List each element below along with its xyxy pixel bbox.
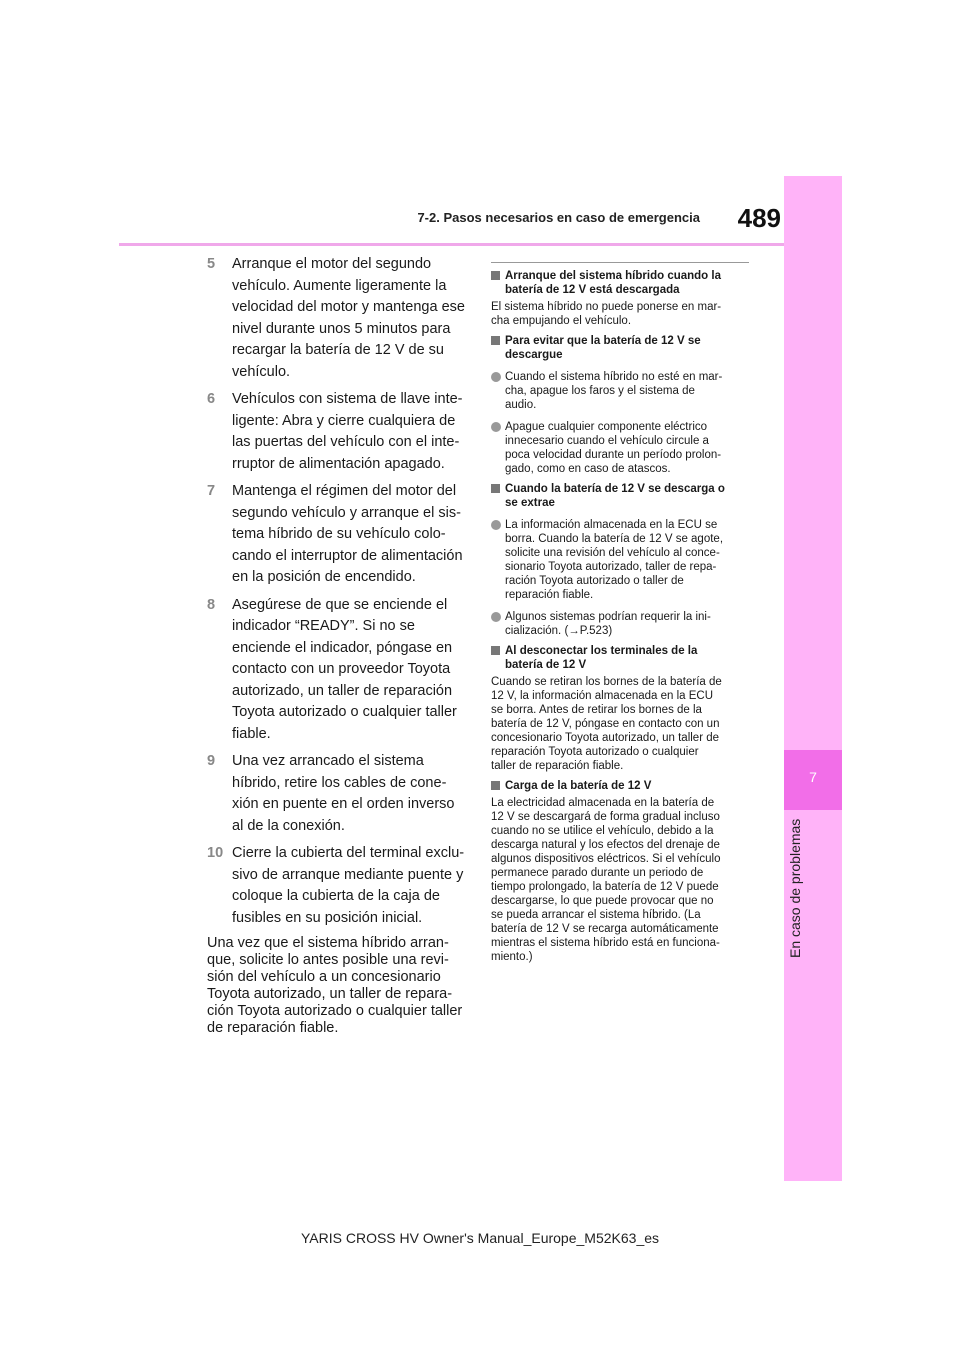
step-item bbox=[207, 254, 465, 383]
text-line: Una vez arrancado el sistema bbox=[232, 753, 424, 769]
right-column bbox=[491, 262, 749, 964]
text-line: velocidad del motor y mantenga ese bbox=[232, 299, 465, 315]
text-line: Algunos sistemas podrían requerir la ini- bbox=[505, 611, 711, 623]
step-text bbox=[232, 481, 465, 589]
text-line: miento.) bbox=[491, 951, 533, 963]
text-line: Cierre la cubierta del terminal exclu- bbox=[232, 845, 465, 861]
paragraph-battery-charge bbox=[491, 796, 749, 964]
text-line: algunos dispositivos eléctricos. Si el vehículo bbox=[491, 853, 721, 865]
step-item bbox=[207, 389, 465, 475]
bullet-initialization bbox=[491, 610, 749, 638]
heading-battery-charge bbox=[491, 779, 749, 793]
text-line: Asegúrese de que se enciende el bbox=[232, 596, 448, 613]
text-line: innecesario cuando el vehículo circule a bbox=[505, 435, 709, 447]
step-number: 5 bbox=[207, 256, 216, 272]
text-line: indicador “READY”. Si no se bbox=[232, 618, 415, 634]
text-line: descargarse, lo que puede provocar que no bbox=[491, 895, 714, 907]
text-line: cha, apague los faros y el sistema de bbox=[505, 385, 695, 397]
circle-bullet-icon bbox=[491, 372, 501, 382]
text-line: híbrido, retire los cables de cone- bbox=[232, 774, 447, 791]
text-line: 12 V, la información almacenada en la ECU bbox=[491, 690, 714, 702]
text-line: batería de 12 V se recarga automáticamente bbox=[491, 923, 719, 935]
text-line: ligente: Abra y cierre cualquiera de bbox=[232, 412, 456, 429]
text-line: taller de reparación fiable. bbox=[491, 760, 624, 772]
chapter-side-tab bbox=[784, 176, 842, 1181]
text-line: Toyota autorizado o cualquier taller bbox=[232, 704, 457, 720]
text-line: nivel durante unos 5 minutos para bbox=[232, 320, 451, 337]
step-number: 10 bbox=[207, 845, 224, 861]
text-line: gado, como en caso de atascos. bbox=[505, 463, 671, 475]
text-line: Para evitar que la batería de 12 V se bbox=[505, 335, 701, 347]
text-line: vehículo. Aumente ligeramente la bbox=[232, 277, 447, 294]
text-line: concesionario Toyota autorizado, un taller de bbox=[491, 732, 720, 744]
text-line: ción Toyota autorizado o cualquier taller bbox=[207, 1003, 463, 1019]
text-line: fiable. bbox=[232, 725, 271, 742]
circle-bullet-icon bbox=[491, 422, 501, 432]
text-line: Una vez que el sistema híbrido arran- bbox=[207, 935, 449, 951]
text-line: Cuando se retiran los bornes de la batería de bbox=[491, 676, 722, 688]
text-line: 12 V se descargará de forma gradual incluso bbox=[491, 811, 720, 823]
circle-bullet-icon bbox=[491, 520, 501, 530]
text-line: vehículo. bbox=[232, 363, 291, 380]
text-line: sión del vehículo a un concesionario bbox=[207, 969, 441, 985]
text-line: coloque la cubierta de la caja de bbox=[232, 888, 440, 904]
text-line: Al desconectar los terminales de la bbox=[505, 645, 698, 657]
text-line: Cuando la batería de 12 V se descarga o bbox=[505, 483, 725, 495]
step-text bbox=[232, 751, 465, 837]
square-bullet-icon bbox=[491, 646, 500, 655]
text-line: se borra. Antes de retirar los bornes de la bbox=[491, 704, 702, 716]
left-column bbox=[207, 254, 465, 1037]
text-line: cialización. (→P.523) bbox=[505, 625, 613, 637]
step-number: 7 bbox=[207, 483, 216, 499]
text-line: contacto con un proveedor Toyota bbox=[232, 661, 451, 677]
heading-disconnect-terminals bbox=[491, 644, 749, 672]
text-line: descargue bbox=[505, 349, 563, 361]
text-line: enciende el indicador, póngase en bbox=[232, 639, 453, 656]
text-line: segundo vehículo y arranque el sis- bbox=[232, 504, 461, 521]
text-line: Apague cualquier componente eléctrico bbox=[505, 421, 708, 433]
text-line: las puertas del vehículo con el inte- bbox=[232, 434, 460, 450]
text-line: de reparación fiable. bbox=[207, 1020, 339, 1036]
text-line: Carga de la batería de 12 V bbox=[505, 780, 652, 792]
text-line: reparación fiable. bbox=[505, 589, 594, 601]
step-text bbox=[232, 389, 465, 475]
text-line: autorizado, un taller de reparación bbox=[232, 682, 453, 699]
step-number: 6 bbox=[207, 391, 216, 407]
step-item bbox=[207, 481, 465, 589]
text-line: borra. Cuando la batería de 12 V se agote, bbox=[505, 533, 724, 545]
step-text bbox=[232, 843, 465, 929]
text-line: ración Toyota autorizado o taller de bbox=[505, 575, 684, 587]
text-line: cando el interruptor de alimentación bbox=[232, 547, 463, 564]
text-line: solicite una revisión del vehículo al conce- bbox=[505, 547, 720, 559]
text-line: fusibles en su posición inicial. bbox=[232, 909, 423, 926]
text-line: tema híbrido de su vehículo colo- bbox=[232, 526, 446, 542]
section-title: 7-2. Pasos necesarios en caso de emergencia bbox=[417, 210, 700, 225]
paragraph-push-start bbox=[491, 300, 749, 328]
paragraph-disconnect bbox=[491, 675, 749, 773]
text-line: La información almacenada en la ECU se bbox=[505, 519, 718, 531]
step-list bbox=[207, 254, 465, 929]
step-number: 9 bbox=[207, 753, 216, 769]
text-line: batería de 12 V, póngase en contacto con un bbox=[491, 718, 720, 730]
step-item bbox=[207, 843, 465, 929]
closing-paragraph bbox=[207, 935, 465, 1037]
text-line: audio. bbox=[505, 399, 537, 411]
heading-battery-removed bbox=[491, 482, 749, 510]
text-line: reparación Toyota autorizado o cualquier bbox=[491, 746, 699, 758]
footer-manual-id: YARIS CROSS HV Owner's Manual_Europe_M52K63_es bbox=[300, 1230, 660, 1246]
text-line: La electricidad almacenada en la batería de bbox=[491, 797, 715, 809]
circle-bullet-icon bbox=[491, 612, 501, 622]
bullet-ecu-erased bbox=[491, 518, 749, 602]
chapter-label: En caso de problemas bbox=[787, 818, 803, 958]
text-line: recargar la batería de 12 V de su bbox=[232, 342, 444, 358]
square-bullet-icon bbox=[491, 271, 500, 280]
text-line: batería de 12 V está descargada bbox=[505, 284, 680, 296]
text-line: sivo de arranque mediante puente y bbox=[232, 866, 464, 883]
text-line: tiempo prolongado, la batería de 12 V puede bbox=[491, 881, 719, 893]
step-number: 8 bbox=[207, 596, 216, 613]
text-line: permanece parado durante un periodo de bbox=[491, 867, 704, 879]
text-line: xión en puente en el orden inverso bbox=[232, 796, 455, 812]
text-line: se pueda arrancar el sistema híbrido. (La bbox=[491, 909, 701, 921]
text-line: El sistema híbrido no puede ponerse en mar- bbox=[491, 301, 722, 313]
bullet-electrical-off bbox=[491, 420, 749, 476]
text-line: Arranque del sistema híbrido cuando la bbox=[505, 270, 721, 282]
text-line: batería de 12 V bbox=[505, 659, 587, 671]
text-line: Mantenga el régimen del motor del bbox=[232, 483, 457, 499]
heading-prevent-discharge bbox=[491, 334, 749, 362]
text-line: que, solicite lo antes posible una revi- bbox=[207, 952, 449, 968]
text-line: Vehículos con sistema de llave inte- bbox=[232, 391, 463, 407]
header-rule bbox=[119, 243, 784, 246]
text-line: Cuando el sistema híbrido no esté en mar- bbox=[505, 371, 723, 383]
step-text bbox=[232, 595, 465, 746]
text-line: poca velocidad durante un período prolon- bbox=[505, 449, 722, 461]
chapter-number: 7 bbox=[809, 769, 817, 785]
text-line: cuando no se utilice el vehículo, debido a la bbox=[491, 825, 714, 837]
step-text bbox=[232, 254, 465, 383]
text-line: rruptor de alimentación apagado. bbox=[232, 455, 445, 472]
text-line: sionario Toyota autorizado, taller de repa- bbox=[505, 561, 717, 573]
text-line: se extrae bbox=[505, 497, 555, 509]
text-line: en la posición de encendido. bbox=[232, 569, 416, 585]
text-line: descarga natural y los efectos del drenaje de bbox=[491, 839, 720, 851]
text-line: cha empujando el vehículo. bbox=[491, 315, 632, 327]
step-item bbox=[207, 751, 465, 837]
text-line: al de la conexión. bbox=[232, 817, 345, 834]
text-line: Toyota autorizado, un taller de repara- bbox=[207, 986, 453, 1002]
column-rule bbox=[491, 262, 749, 263]
page-number: 489 bbox=[737, 203, 781, 233]
bullet-lights-off bbox=[491, 370, 749, 412]
step-item bbox=[207, 595, 465, 746]
text-line: mientras el sistema híbrido está en funciona- bbox=[491, 937, 720, 949]
square-bullet-icon bbox=[491, 336, 500, 345]
text-line: Arranque el motor del segundo bbox=[232, 256, 432, 272]
square-bullet-icon bbox=[491, 781, 500, 790]
heading-dead-battery bbox=[491, 269, 749, 297]
square-bullet-icon bbox=[491, 484, 500, 493]
